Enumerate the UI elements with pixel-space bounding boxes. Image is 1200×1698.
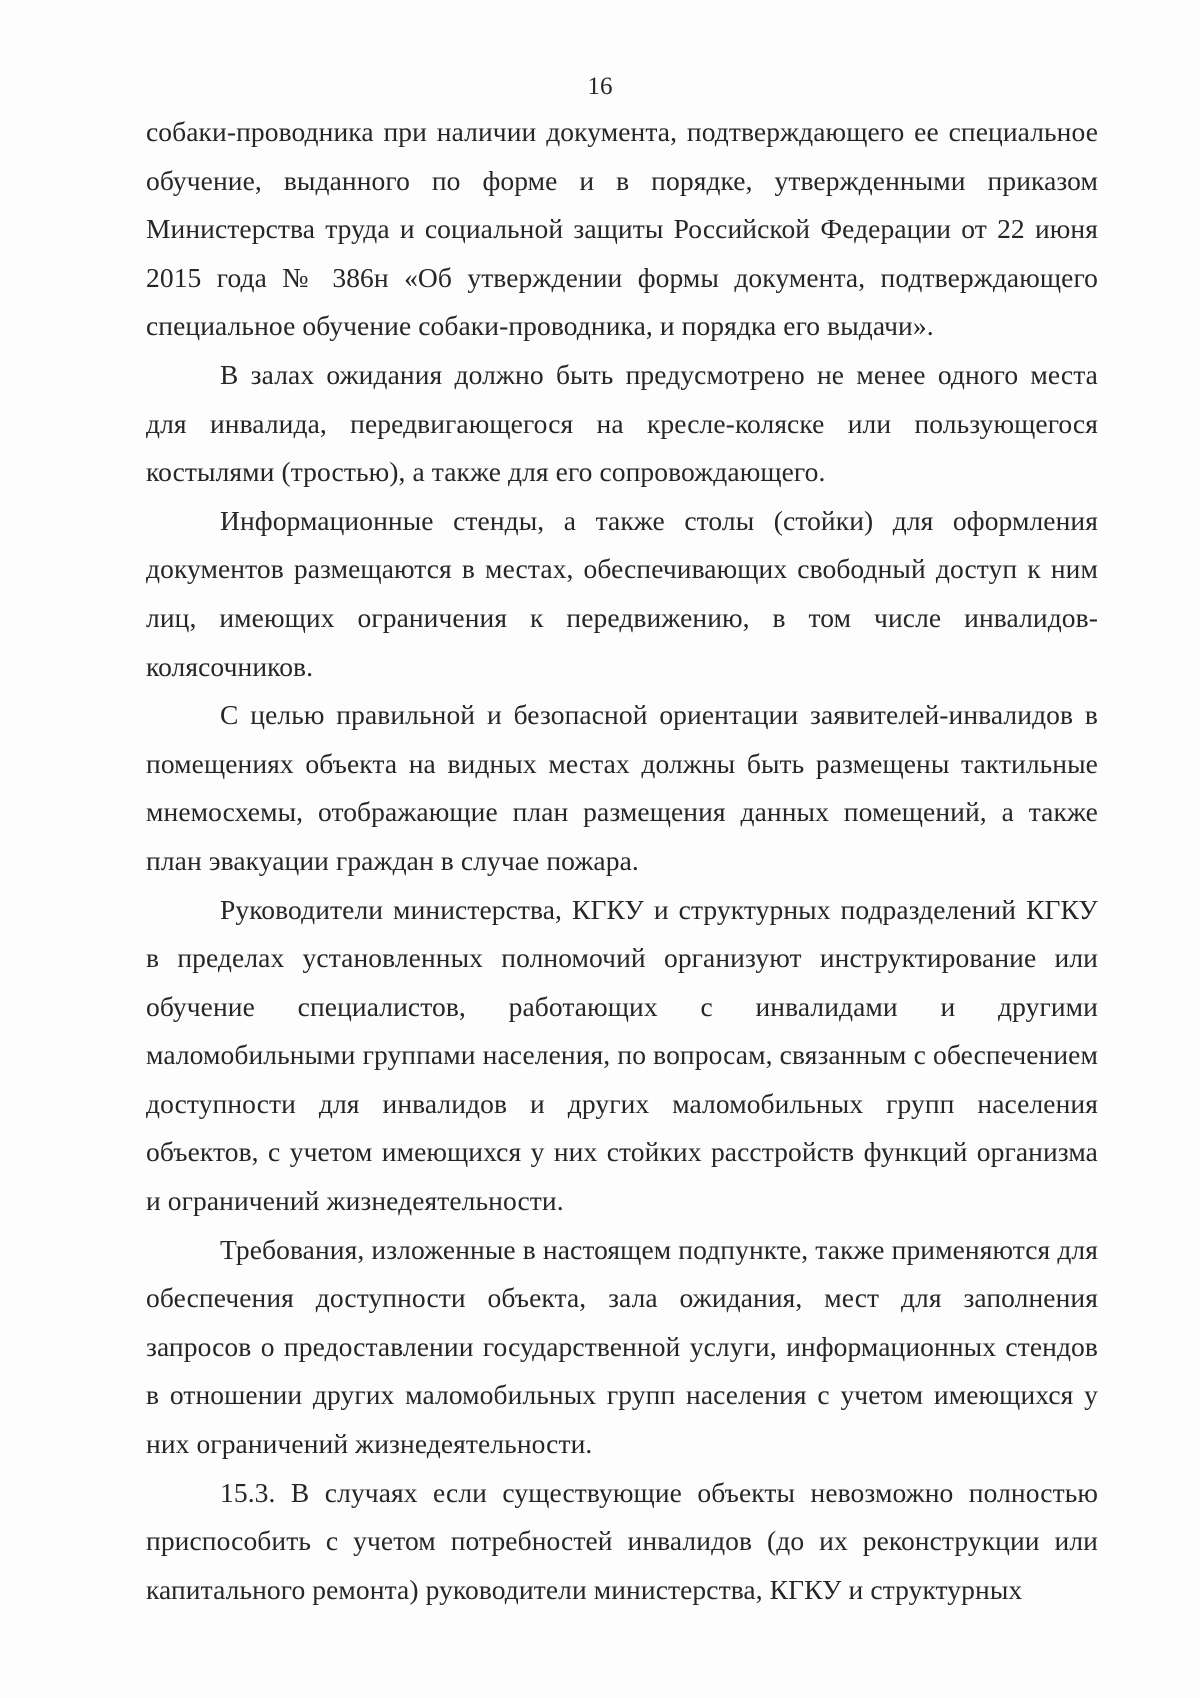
paragraph-tactile-schemes: С целью правильной и безопасной ориентации заявителей-инвалидов в помещениях объекта на видных местах должны быть размещены тактильные мнемосхемы, отображающие план размещения данных помещений, а также план эвакуации граждан в случае пожара. bbox=[146, 699, 1098, 876]
paragraph-waiting-halls: В залах ожидания должно быть предусмотрено не менее одного места для инвалида, передвигающегося на кресле-коляске или пользующегося костылями (тростью), а также для его сопровождающего. bbox=[146, 358, 1098, 488]
page-number: 16 bbox=[587, 73, 613, 100]
paragraph-requirements: Требования, изложенные в настоящем подпункте, также применяются для обеспечения доступности объекта, зала ожидания, мест для заполнения запросов о предоставлении государственной услуги, информационных стендов в отношении других маломобильных групп населения с учетом имеющихся у них ограничений жизнедеятельности. bbox=[146, 1233, 1098, 1460]
document-body bbox=[146, 108, 1098, 1614]
paragraph-15-3: 15.3. В случаях если существующие объекты невозможно полностью приспособить с учетом потребностей инвалидов (до их реконструкции или капитального ремонта) руководители министерства, КГКУ и структурных bbox=[146, 1476, 1098, 1605]
paragraph-staff-training: Руководители министерства, КГКУ и структурных подразделений КГКУ в пределах установленных полномочий организуют инструктирование или обучение специалистов, работающих с инвалидами и другими маломобильными группами населения, по вопросам, связанным с обеспечением доступности для инвалидов и других маломобильных групп населения объектов, с учетом имеющихся у них стойких расстройств функций организма и ограничений жизнедеятельности. bbox=[146, 893, 1098, 1217]
paragraph-information-stands: Информационные стенды, а также столы (стойки) для оформления документов размещаются в местах, обеспечивающих свободный доступ к ним лиц, имеющих ограничения к передвижению, в том числе инвалидов-колясочников. bbox=[146, 504, 1098, 682]
paragraph-continuation: собаки-проводника при наличии документа, подтверждающего ее специальное обучение, выданного по форме и в порядке, утвержденными приказом Министерства труда и социальной защиты Российской Федерации от 22 июня 2015 года № 386н «Об утверждении формы документа, подтверждающего специальное обучение собаки-проводника, и порядка его выдачи». bbox=[146, 116, 1098, 342]
